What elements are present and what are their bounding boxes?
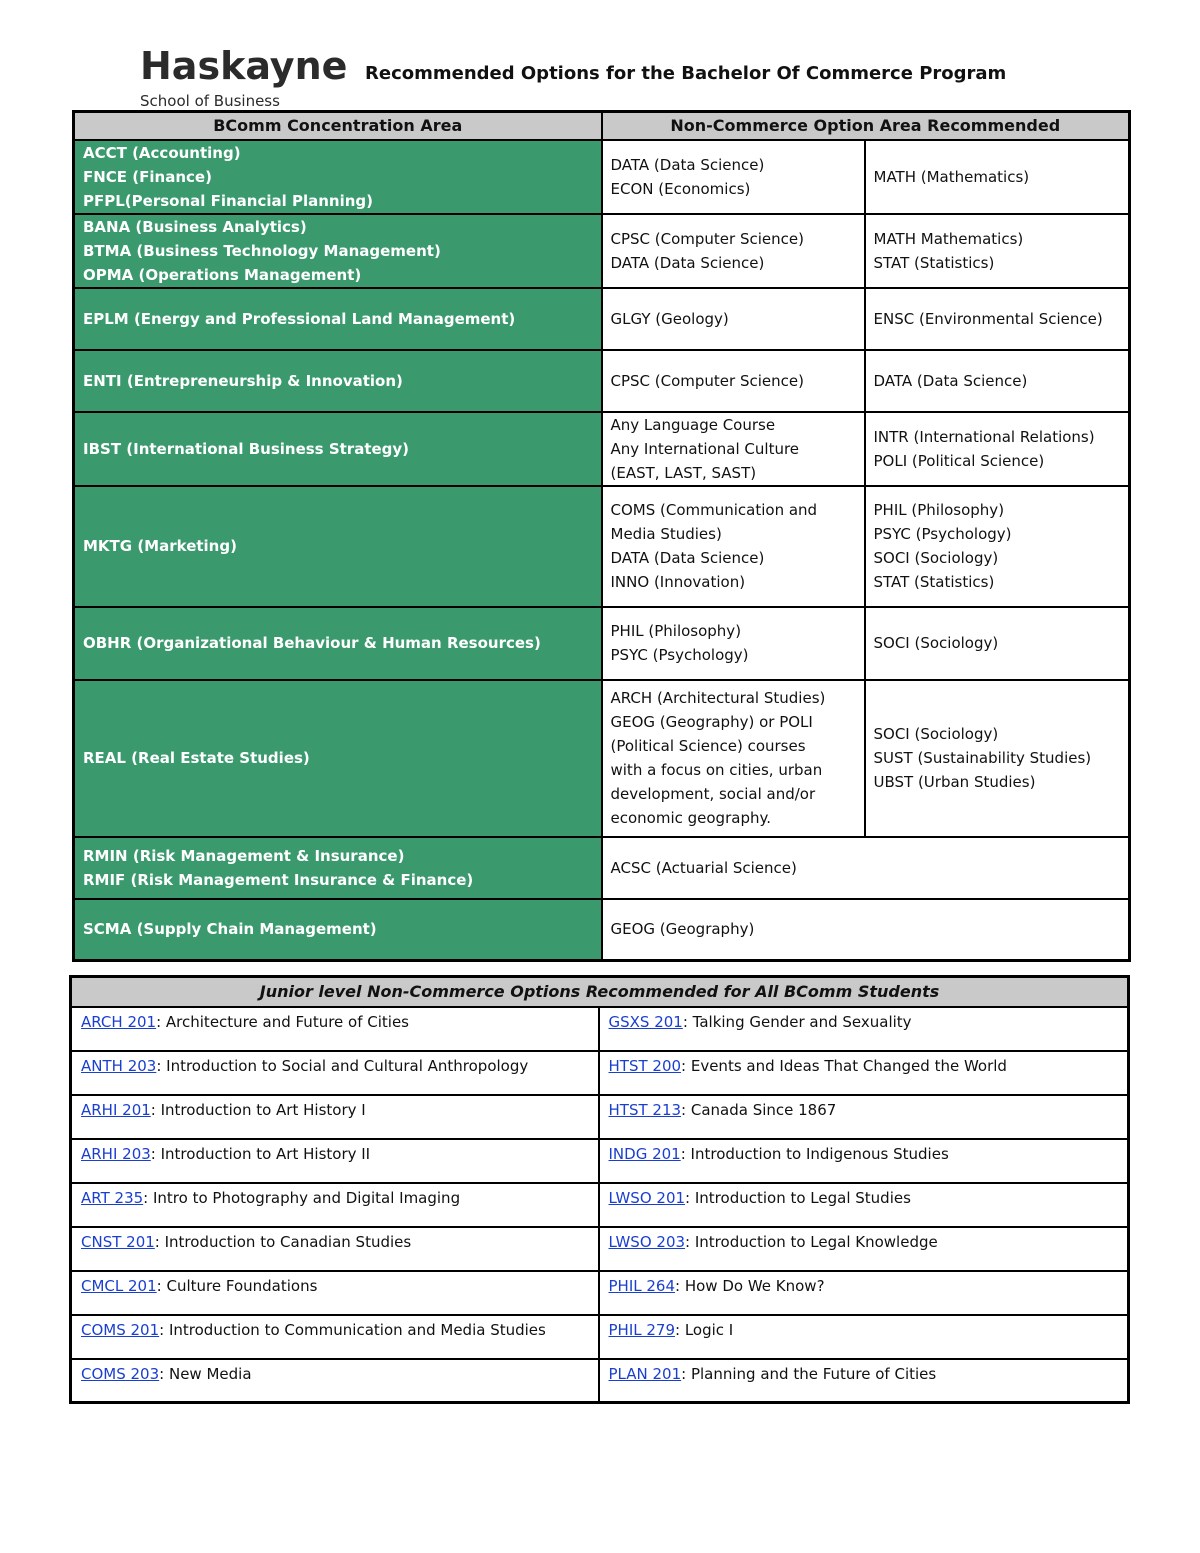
option-cell-line: CPSC (Computer Science) [610, 229, 804, 248]
option-cell [865, 140, 1130, 214]
concentration-cell [74, 350, 602, 412]
option-cell [865, 214, 1130, 288]
concentration-cell-line: OPMA (Operations Management) [83, 265, 362, 284]
course-cell [599, 1139, 1129, 1183]
course-cell [599, 1007, 1129, 1051]
logo-wordmark: Haskayne [140, 44, 348, 88]
option-cell-line: PHIL (Philosophy) [610, 622, 742, 640]
course-description: : Talking Gender and Sexuality [682, 1012, 912, 1031]
option-cell-line: economic geography. [610, 809, 771, 827]
course-cell [71, 1051, 599, 1095]
course-description: : Introduction to Legal Studies [685, 1188, 911, 1207]
course-code-link[interactable]: ARHI 203 [81, 1144, 151, 1163]
option-cell-line: COMS (Communication and [610, 501, 818, 519]
option-cell [865, 350, 1130, 412]
option-cell-line: ENSC (Environmental Science) [873, 309, 1103, 328]
option-cell-line: GEOG (Geography) [610, 920, 755, 939]
course-code-link[interactable]: COMS 201 [81, 1320, 160, 1339]
option-cell [602, 350, 865, 412]
table-row [74, 607, 1130, 680]
option-cell [865, 680, 1130, 837]
concentration-cell-line: FNCE (Finance) [83, 167, 212, 186]
concentration-cell [74, 412, 602, 486]
course-description: : Introduction to Communication and Media Studies [159, 1320, 546, 1339]
option-cell [602, 607, 865, 680]
table-row [71, 1095, 1129, 1139]
course-code-link[interactable]: GSXS 201 [608, 1012, 683, 1031]
course-code-link[interactable]: ARHI 201 [81, 1100, 151, 1119]
junior-options-table [69, 975, 1130, 1404]
option-cell-line: INNO (Innovation) [610, 573, 746, 591]
course-code-link[interactable]: HTST 200 [608, 1056, 682, 1075]
concentration-cell [74, 140, 602, 214]
course-cell [71, 1007, 599, 1051]
course-description: : Introduction to Canadian Studies [154, 1232, 412, 1251]
course-code-link[interactable]: PHIL 264 [608, 1276, 676, 1295]
logo-subtitle: School of Business [140, 92, 280, 110]
option-cell [865, 486, 1130, 607]
table-row [74, 680, 1130, 837]
course-cell [71, 1095, 599, 1139]
course-description: : Intro to Photography and Digital Imaging [143, 1188, 461, 1207]
course-cell [599, 1183, 1129, 1227]
concentration-cell-line: SCMA (Supply Chain Management) [83, 920, 377, 939]
table-row [74, 214, 1130, 288]
option-cell-line: with a focus on cities, urban [610, 761, 823, 779]
table-row [74, 899, 1130, 961]
option-cell [602, 412, 865, 486]
course-description: : Introduction to Art History II [150, 1144, 371, 1163]
option-cell [602, 486, 865, 607]
course-cell [71, 1183, 599, 1227]
option-cell [602, 140, 865, 214]
junior-header-row [71, 977, 1129, 1007]
table-row [74, 486, 1130, 607]
concentration-cell [74, 607, 602, 680]
header-non-commerce-option: Non-Commerce Option Area Recommended [602, 112, 1130, 140]
course-description: : New Media [159, 1364, 252, 1383]
course-cell [599, 1227, 1129, 1271]
course-description: : How Do We Know? [675, 1276, 825, 1295]
course-description: : Planning and the Future of Cities [681, 1364, 937, 1383]
table-row [71, 1359, 1129, 1403]
course-cell [71, 1359, 599, 1403]
course-description: : Events and Ideas That Changed the World [681, 1056, 1007, 1075]
option-cell-line: MATH (Mathematics) [873, 167, 1030, 186]
option-cell-line: DATA (Data Science) [610, 549, 765, 567]
course-cell [71, 1315, 599, 1359]
course-cell [599, 1095, 1129, 1139]
course-description: : Canada Since 1867 [681, 1100, 837, 1119]
option-cell-line: PHIL (Philosophy) [873, 501, 1005, 519]
course-cell [71, 1139, 599, 1183]
option-cell-line: STAT (Statistics) [873, 253, 995, 272]
page-header [140, 46, 1100, 110]
course-description: : Culture Foundations [156, 1276, 318, 1295]
concentration-options-table [72, 110, 1131, 962]
course-description: : Introduction to Art History I [150, 1100, 366, 1119]
option-cell-line: MATH Mathematics) [873, 229, 1024, 248]
course-description: : Introduction to Social and Cultural Anthropology [156, 1056, 529, 1075]
option-cell-line: CPSC (Computer Science) [610, 371, 804, 390]
table-row [71, 1007, 1129, 1051]
concentration-cell-line: ENTI (Entrepreneurship & Innovation) [83, 371, 403, 390]
course-description: : Architecture and Future of Cities [156, 1012, 409, 1031]
course-code-link[interactable]: ART 235 [81, 1188, 144, 1207]
option-cell-line: SUST (Sustainability Studies) [873, 749, 1092, 767]
table-row [71, 1227, 1129, 1271]
option-cell-line: POLI (Political Science) [873, 451, 1045, 470]
concentration-cell-line: IBST (International Business Strategy) [83, 439, 410, 458]
table-row [71, 1271, 1129, 1315]
concentration-cell [74, 680, 602, 837]
option-cell-line: (EAST, LAST, SAST) [610, 463, 757, 482]
concentration-cell [74, 486, 602, 607]
option-cell-line: development, social and/or [610, 785, 816, 803]
option-cell-line: PSYC (Psychology) [873, 525, 1012, 543]
course-code-link[interactable]: ARCH 201 [81, 1012, 157, 1031]
table-row [74, 140, 1130, 214]
concentration-cell-line: ACCT (Accounting) [83, 143, 241, 162]
option-cell [865, 412, 1130, 486]
concentration-cell-line: RMIN (Risk Management & Insurance) [83, 846, 405, 865]
document-title: Recommended Options for the Bachelor Of Commerce Program [365, 63, 1007, 84]
course-cell [599, 1051, 1129, 1095]
concentration-cell-line: MKTG (Marketing) [83, 537, 237, 555]
course-code-link[interactable]: LWSO 203 [608, 1232, 686, 1251]
option-cell-line: Any International Culture [610, 439, 800, 458]
option-cell-line: ACSC (Actuarial Science) [610, 858, 797, 877]
table-row [74, 837, 1130, 899]
course-code-link[interactable]: PHIL 279 [608, 1320, 676, 1339]
concentration-cell [74, 837, 602, 899]
course-code-link[interactable]: CNST 201 [81, 1232, 155, 1251]
concentration-cell-line: REAL (Real Estate Studies) [83, 749, 310, 767]
option-cell-line: INTR (International Relations) [873, 427, 1095, 446]
concentration-cell-line: OBHR (Organizational Behaviour & Human Resources) [83, 634, 541, 652]
course-code-link[interactable]: COMS 203 [81, 1364, 160, 1383]
option-cell-line: GLGY (Geology) [610, 309, 729, 328]
option-cell-line: ARCH (Architectural Studies) [610, 689, 826, 707]
course-description: : Introduction to Indigenous Studies [680, 1144, 949, 1163]
option-cell-line: (Political Science) courses [610, 737, 806, 755]
concentration-cell [74, 288, 602, 350]
table-row [74, 288, 1130, 350]
concentration-cell [74, 214, 602, 288]
option-cell [602, 288, 865, 350]
course-code-link[interactable]: ANTH 203 [81, 1056, 157, 1075]
course-cell [599, 1359, 1129, 1403]
option-cell-line: DATA (Data Science) [610, 253, 765, 272]
header-concentration-area: BComm Concentration Area [74, 112, 602, 140]
junior-table-title: Junior level Non-Commerce Options Recommended for All BComm Students [71, 977, 1129, 1007]
course-code-link[interactable]: PLAN 201 [608, 1364, 682, 1383]
table-row [74, 350, 1130, 412]
option-cell [602, 214, 865, 288]
course-cell [71, 1271, 599, 1315]
option-cell-line: SOCI (Sociology) [873, 725, 999, 743]
course-code-link[interactable]: INDG 201 [608, 1144, 681, 1163]
option-cell-line: Media Studies) [610, 525, 722, 543]
course-cell [599, 1315, 1129, 1359]
table-row [71, 1183, 1129, 1227]
course-cell [71, 1227, 599, 1271]
option-cell [865, 288, 1130, 350]
course-code-link[interactable]: HTST 213 [608, 1100, 682, 1119]
option-cell-line: SOCI (Sociology) [873, 634, 999, 652]
option-cell-line: STAT (Statistics) [873, 573, 995, 591]
table-row [74, 412, 1130, 486]
course-description: : Introduction to Legal Knowledge [685, 1232, 938, 1251]
concentration-cell-line: BTMA (Business Technology Management) [83, 241, 441, 260]
option-cell-line: GEOG (Geography) or POLI [610, 713, 813, 731]
option-cell-line: SOCI (Sociology) [873, 549, 999, 567]
concentration-cell-line: PFPL(Personal Financial Planning) [83, 191, 374, 210]
option-cell-line: ECON (Economics) [610, 179, 751, 198]
option-cell [602, 899, 1130, 961]
option-cell [602, 680, 865, 837]
concentration-cell-line: EPLM (Energy and Professional Land Management) [83, 309, 516, 328]
course-description: : Logic I [675, 1320, 734, 1339]
option-cell-line: DATA (Data Science) [873, 371, 1028, 390]
table-header-row [74, 112, 1130, 140]
concentration-cell-line: RMIF (Risk Management Insurance & Finance) [83, 870, 474, 889]
table-row [71, 1315, 1129, 1359]
concentration-cell [74, 899, 602, 961]
table-row [71, 1051, 1129, 1095]
haskayne-logo [140, 46, 347, 110]
option-cell [865, 607, 1130, 680]
table-row [71, 1139, 1129, 1183]
course-code-link[interactable]: CMCL 201 [81, 1276, 157, 1295]
course-cell [599, 1271, 1129, 1315]
option-cell-line: DATA (Data Science) [610, 155, 765, 174]
option-cell-line: UBST (Urban Studies) [873, 773, 1036, 791]
option-cell [602, 837, 1130, 899]
course-code-link[interactable]: LWSO 201 [608, 1188, 686, 1207]
concentration-cell-line: BANA (Business Analytics) [83, 217, 307, 236]
option-cell-line: Any Language Course [610, 415, 776, 434]
option-cell-line: PSYC (Psychology) [610, 646, 749, 664]
